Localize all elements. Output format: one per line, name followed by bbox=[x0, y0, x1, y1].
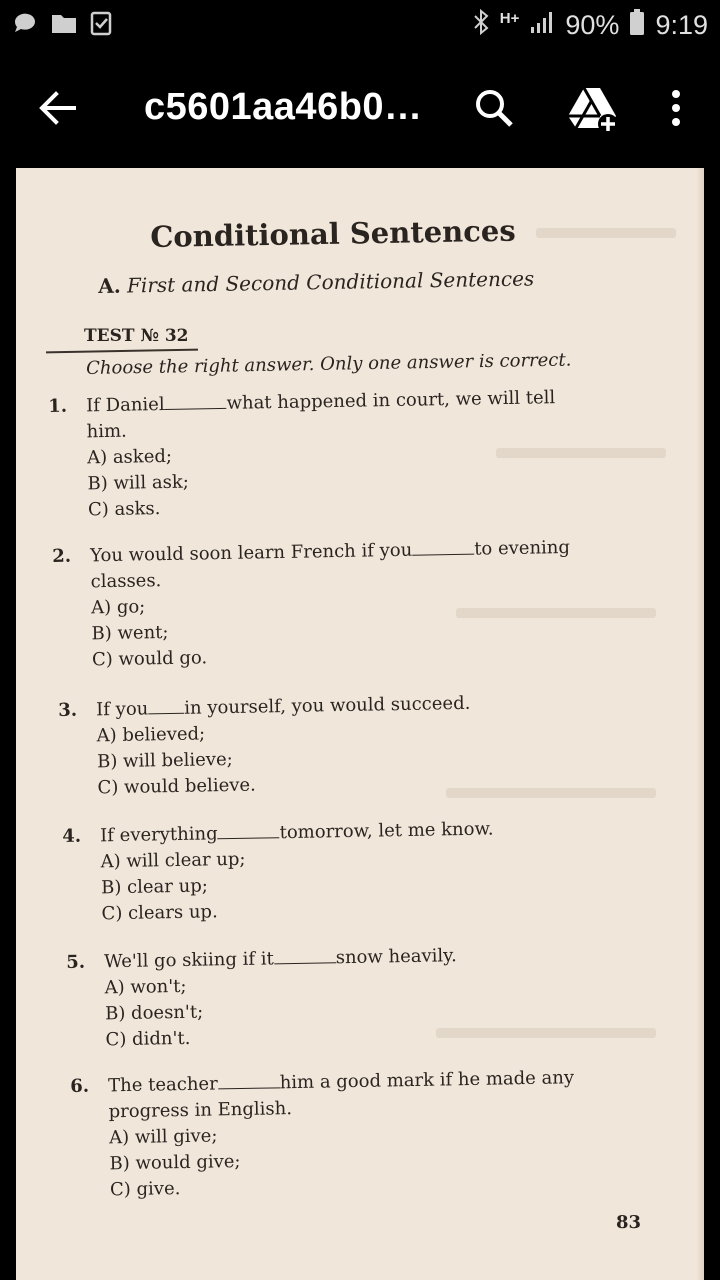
signal-icon bbox=[529, 9, 555, 42]
question-text-before: If Daniel bbox=[86, 393, 165, 417]
answer-blank bbox=[274, 948, 336, 964]
section-subtitle bbox=[98, 266, 534, 298]
battery-icon bbox=[629, 8, 645, 43]
chat-icon bbox=[12, 10, 38, 40]
more-options-button[interactable] bbox=[660, 84, 692, 132]
option-b: B) went; bbox=[91, 621, 169, 645]
answer-blank bbox=[217, 823, 279, 839]
status-bar bbox=[0, 0, 720, 48]
test-divider bbox=[46, 349, 198, 353]
option-b: B) will ask; bbox=[87, 471, 190, 495]
answer-blank bbox=[218, 1073, 280, 1089]
bluetooth-icon bbox=[472, 8, 490, 43]
document-title: c5601aa46b0… bbox=[144, 86, 423, 128]
test-label: TEST № 32 bbox=[84, 326, 189, 346]
question-number: 2. bbox=[52, 545, 72, 567]
folder-icon bbox=[50, 10, 78, 40]
network-type: H+ bbox=[499, 10, 520, 27]
option-a: A) won't; bbox=[104, 975, 187, 999]
back-arrow-icon bbox=[34, 84, 82, 132]
question-text-after: him a good mark if he made any bbox=[279, 1067, 575, 1094]
question-text-before: You would soon learn French if you bbox=[90, 539, 413, 567]
question-text-after: snow heavily. bbox=[335, 945, 457, 969]
option-b: B) will believe; bbox=[96, 748, 233, 773]
option-a: A) will clear up; bbox=[100, 848, 246, 873]
checkbox-icon bbox=[90, 10, 112, 40]
chapter-title: Conditional Sentences bbox=[150, 213, 516, 254]
option-c: C) would believe. bbox=[97, 774, 256, 799]
question-text-after: to evening bbox=[474, 536, 571, 560]
option-c: C) asks. bbox=[87, 498, 161, 521]
back-button[interactable] bbox=[34, 84, 82, 132]
question-number: 6. bbox=[70, 1075, 90, 1097]
option-c: C) didn't. bbox=[105, 1027, 191, 1051]
notification-icons bbox=[12, 10, 112, 40]
more-vert-icon bbox=[660, 84, 692, 132]
system-indicators bbox=[472, 8, 708, 43]
document-page[interactable] bbox=[16, 168, 704, 1280]
question-number: 1. bbox=[48, 395, 68, 417]
question-6 bbox=[70, 1065, 576, 1204]
question-text-before: We'll go skiing if it bbox=[104, 948, 274, 973]
question-text-continued: classes. bbox=[90, 570, 162, 593]
answer-blank bbox=[164, 394, 226, 410]
question-text-after: in yourself, you would succeed. bbox=[184, 692, 471, 719]
question-text-continued: progress in English. bbox=[108, 1098, 293, 1123]
option-a: A) believed; bbox=[96, 723, 206, 747]
drive-add-icon bbox=[566, 82, 620, 136]
option-a: A) asked; bbox=[86, 445, 173, 469]
question-text-before: If everything bbox=[100, 823, 218, 847]
option-b: B) clear up; bbox=[100, 875, 208, 899]
question-2 bbox=[52, 535, 572, 674]
question-number: 4. bbox=[62, 825, 82, 847]
option-c: C) would go. bbox=[91, 647, 208, 671]
question-number: 5. bbox=[66, 951, 86, 973]
option-b: B) would give; bbox=[109, 1151, 241, 1175]
page-edge-shadow bbox=[696, 168, 704, 1280]
search-icon bbox=[470, 84, 518, 132]
question-text-before: The teacher bbox=[108, 1073, 218, 1097]
app-bar bbox=[0, 48, 720, 168]
add-to-drive-button[interactable] bbox=[566, 82, 620, 136]
option-a: A) will give; bbox=[108, 1125, 218, 1149]
question-1 bbox=[48, 385, 557, 524]
option-c: C) clears up. bbox=[101, 901, 218, 925]
section-letter: A. bbox=[98, 273, 121, 298]
clock: 9:19 bbox=[655, 10, 708, 40]
question-5 bbox=[66, 943, 458, 1054]
question-4 bbox=[62, 816, 495, 928]
question-text-before: If you bbox=[96, 698, 149, 721]
question-text-after: what happened in court, we will tell bbox=[226, 387, 556, 414]
question-text-continued: him. bbox=[86, 420, 127, 443]
instructions: Choose the right answer. Only one answer is correct. bbox=[86, 349, 572, 379]
page-number: 83 bbox=[616, 1212, 642, 1233]
question-text-after: tomorrow, let me know. bbox=[279, 818, 494, 844]
search-button[interactable] bbox=[470, 84, 518, 132]
answer-blank bbox=[412, 540, 474, 556]
option-a: A) go; bbox=[90, 596, 146, 619]
section-subtitle-text: First and Second Conditional Sentences bbox=[126, 266, 535, 298]
option-b: B) doesn't; bbox=[104, 1001, 204, 1025]
answer-blank bbox=[148, 699, 184, 715]
battery-percent: 90% bbox=[565, 10, 620, 40]
question-3 bbox=[58, 691, 472, 802]
question-number: 3. bbox=[58, 699, 78, 721]
option-c: C) give. bbox=[109, 1178, 181, 1201]
